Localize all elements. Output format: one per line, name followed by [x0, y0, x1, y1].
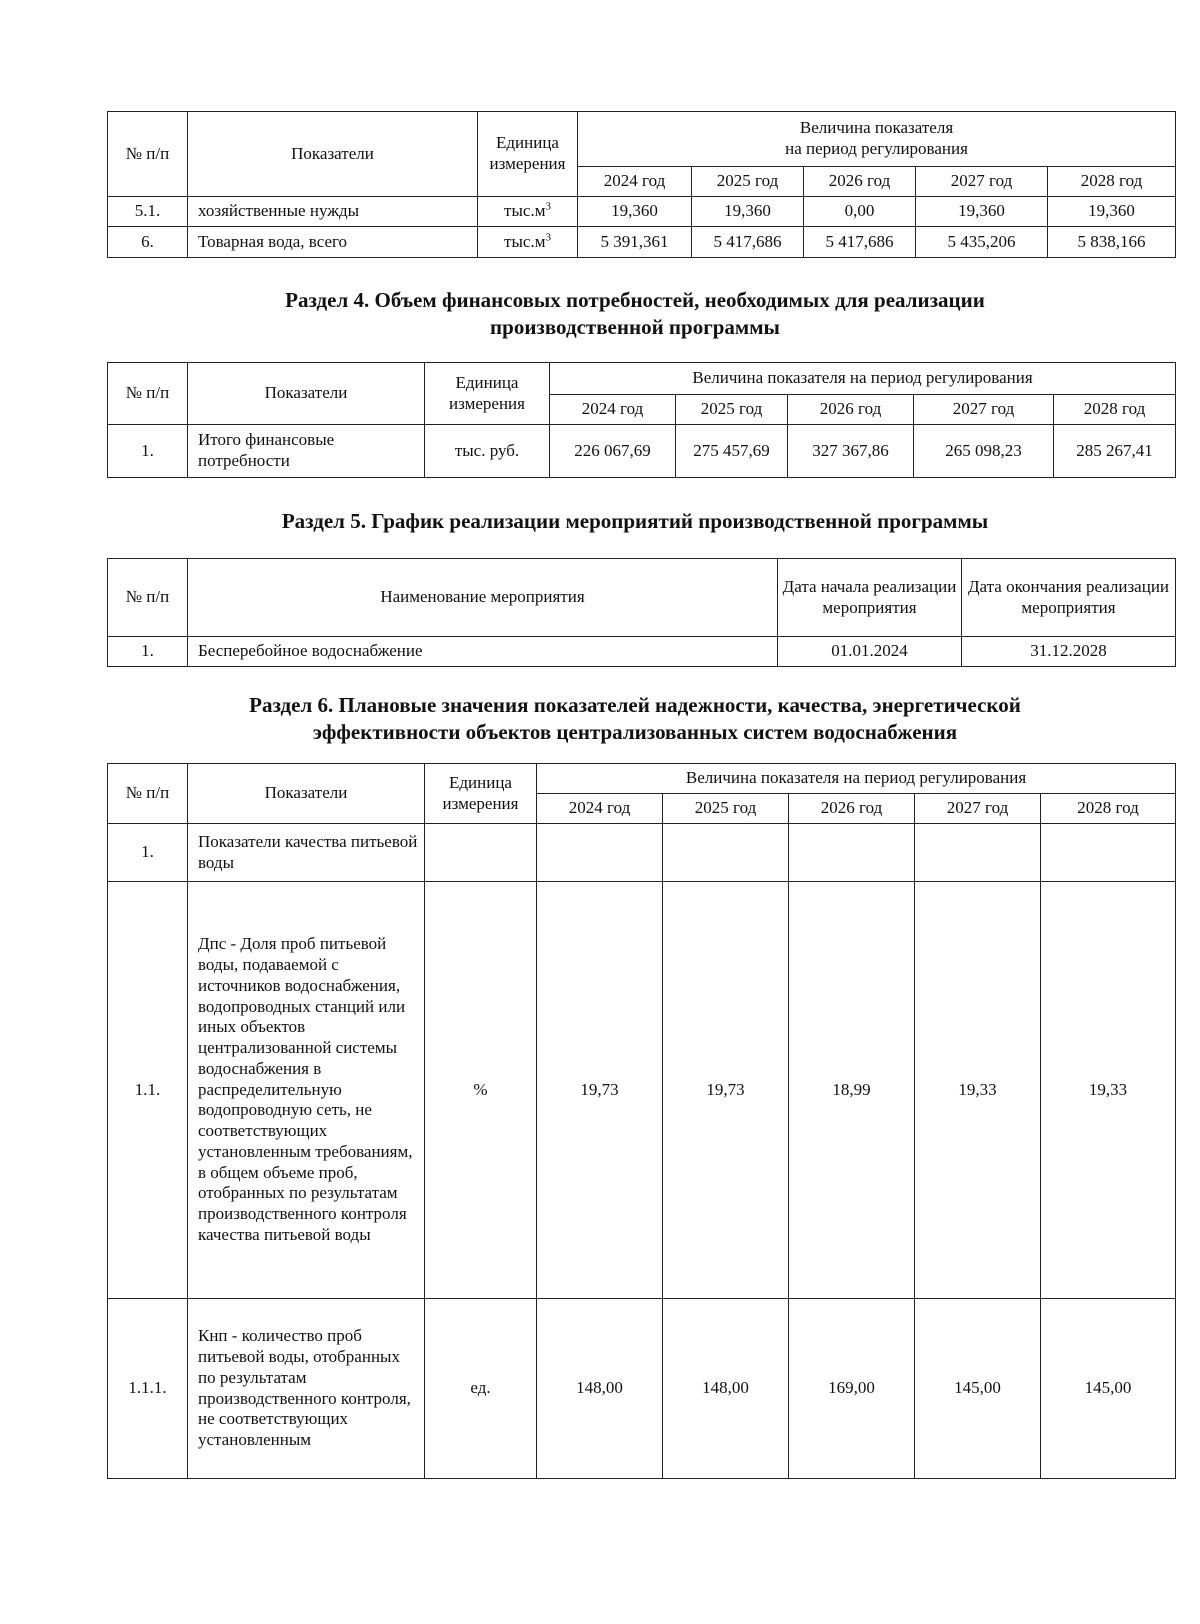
- row-value: 148,00: [663, 1299, 789, 1479]
- row-name: Кнп - количество проб питьевой воды, отобранных по результатам производственного контроля, не соответствующих установленным: [188, 1299, 425, 1479]
- row-value: 275 457,69: [676, 425, 788, 478]
- header-indicators: Показатели: [188, 112, 478, 197]
- table-row: [108, 1299, 1176, 1479]
- row-value: 145,00: [1041, 1299, 1176, 1479]
- table-row: [108, 425, 1176, 478]
- header-year: 2026 год: [788, 395, 914, 425]
- header-year: 2025 год: [663, 794, 789, 824]
- row-value: 18,99: [789, 882, 915, 1299]
- row-num: 1.: [108, 637, 188, 667]
- schedule-table: [107, 558, 1176, 667]
- row-num: 1.: [108, 824, 188, 882]
- row-value: 148,00: [537, 1299, 663, 1479]
- row-name: Дпс - Доля проб питьевой воды, подаваемой с источников водоснабжения, водопроводных станций или иных объектов централизованной системы водоснабжения в распределительную водопроводную сеть, не соответствующих установленным требованиям, в общем объеме проб, отобранных по результатам производственного контроля качества питьевой воды: [188, 882, 425, 1299]
- row-num: 6.: [108, 227, 188, 258]
- row-value: 145,00: [915, 1299, 1041, 1479]
- section6-title-line2: эффективности объектов централизованных систем водоснабжения: [312, 720, 958, 745]
- quality-indicators-table: [107, 763, 1176, 1479]
- row-value: [663, 824, 789, 882]
- row-value: 5 391,361: [578, 227, 692, 258]
- header-value-group: [578, 112, 1176, 167]
- row-value: [789, 824, 915, 882]
- header-end-date: Дата окончания реализации мероприятия: [962, 559, 1176, 637]
- row-value: 19,360: [1048, 197, 1176, 227]
- unit-text: тыс.м: [504, 201, 546, 221]
- header-year: 2027 год: [916, 167, 1048, 197]
- header-year: 2024 год: [550, 395, 676, 425]
- header-value-group-line1: Величина показателя: [799, 118, 954, 138]
- header-event-name: Наименование мероприятия: [188, 559, 778, 637]
- header-year: 2025 год: [676, 395, 788, 425]
- row-start-date: 01.01.2024: [778, 637, 962, 667]
- header-year: 2026 год: [789, 794, 915, 824]
- row-unit: [478, 197, 578, 227]
- row-value: [1041, 824, 1176, 882]
- row-end-date: 31.12.2028: [962, 637, 1176, 667]
- row-value: 19,360: [692, 197, 804, 227]
- row-name: Показатели качества питьевой воды: [188, 824, 425, 882]
- row-value: 5 838,166: [1048, 227, 1176, 258]
- header-unit: Единица измерения: [425, 363, 550, 425]
- unit-sup: 3: [545, 200, 551, 213]
- row-value: 19,33: [1041, 882, 1176, 1299]
- row-value: 19,73: [537, 882, 663, 1299]
- row-value: 265 098,23: [914, 425, 1054, 478]
- row-value: 327 367,86: [788, 425, 914, 478]
- header-num: № п/п: [108, 363, 188, 425]
- header-year: 2027 год: [915, 794, 1041, 824]
- header-year: 2028 год: [1048, 167, 1176, 197]
- row-value: 226 067,69: [550, 425, 676, 478]
- header-num: № п/п: [108, 764, 188, 824]
- header-num: № п/п: [108, 112, 188, 197]
- row-value: 19,360: [916, 197, 1048, 227]
- row-name: Итого финансовые потребности: [188, 425, 425, 478]
- row-value: 285 267,41: [1054, 425, 1176, 478]
- row-value: 19,360: [578, 197, 692, 227]
- row-unit: %: [425, 882, 537, 1299]
- row-unit: ед.: [425, 1299, 537, 1479]
- row-num: 1.: [108, 425, 188, 478]
- row-value: 5 417,686: [692, 227, 804, 258]
- row-unit: тыс. руб.: [425, 425, 550, 478]
- row-num: 1.1.1.: [108, 1299, 188, 1479]
- row-name: Товарная вода, всего: [188, 227, 478, 258]
- row-num: 5.1.: [108, 197, 188, 227]
- header-start-date: Дата начала реализации мероприятия: [778, 559, 962, 637]
- header-year: 2024 год: [537, 794, 663, 824]
- row-value: 19,73: [663, 882, 789, 1299]
- header-year: 2025 год: [692, 167, 804, 197]
- header-unit: Единица измерения: [478, 112, 578, 197]
- header-num: № п/п: [108, 559, 188, 637]
- row-value: 169,00: [789, 1299, 915, 1479]
- unit-sup: 3: [545, 230, 551, 243]
- header-indicators: Показатели: [188, 363, 425, 425]
- section5-title: Раздел 5. График реализации мероприятий производственной программы: [281, 509, 989, 533]
- row-value: 5 417,686: [804, 227, 916, 258]
- header-value-group: Величина показателя на период регулирования: [537, 764, 1176, 794]
- table-row: [108, 882, 1176, 1299]
- unit-text: тыс.м: [504, 231, 546, 251]
- header-indicators: Показатели: [188, 764, 425, 824]
- section4-heading: [0, 287, 1200, 342]
- header-year: 2024 год: [578, 167, 692, 197]
- row-value: [915, 824, 1041, 882]
- row-value: 19,33: [915, 882, 1041, 1299]
- header-value-group: Величина показателя на период регулирования: [550, 363, 1176, 395]
- row-value: 5 435,206: [916, 227, 1048, 258]
- row-num: 1.1.: [108, 882, 188, 1299]
- row-unit: [478, 227, 578, 258]
- table-row: [108, 227, 1176, 258]
- row-unit: [425, 824, 537, 882]
- water-balance-table: [107, 111, 1176, 258]
- header-year: 2028 год: [1041, 794, 1176, 824]
- section6-title-line1: Раздел 6. Плановые значения показателей надежности, качества, энергетической: [249, 693, 1021, 717]
- section6-heading: [0, 692, 1200, 747]
- header-year: 2028 год: [1054, 395, 1176, 425]
- table-row: [108, 637, 1176, 667]
- section4-title-line1: Раздел 4. Объем финансовых потребностей, необходимых для реализации: [285, 288, 985, 312]
- row-name: Бесперебойное водоснабжение: [188, 637, 778, 667]
- header-year: 2026 год: [804, 167, 916, 197]
- row-value: [537, 824, 663, 882]
- row-value: 0,00: [804, 197, 916, 227]
- section4-title-line2: производственной программы: [490, 315, 780, 340]
- header-unit: Единица измерения: [425, 764, 537, 824]
- section5-heading: [0, 508, 1200, 535]
- row-name: хозяйственные нужды: [188, 197, 478, 227]
- financial-needs-table: [107, 362, 1176, 478]
- header-year: 2027 год: [914, 395, 1054, 425]
- table-row: [108, 197, 1176, 227]
- table-row: [108, 824, 1176, 882]
- header-value-group-line2: на период регулирования: [785, 139, 968, 158]
